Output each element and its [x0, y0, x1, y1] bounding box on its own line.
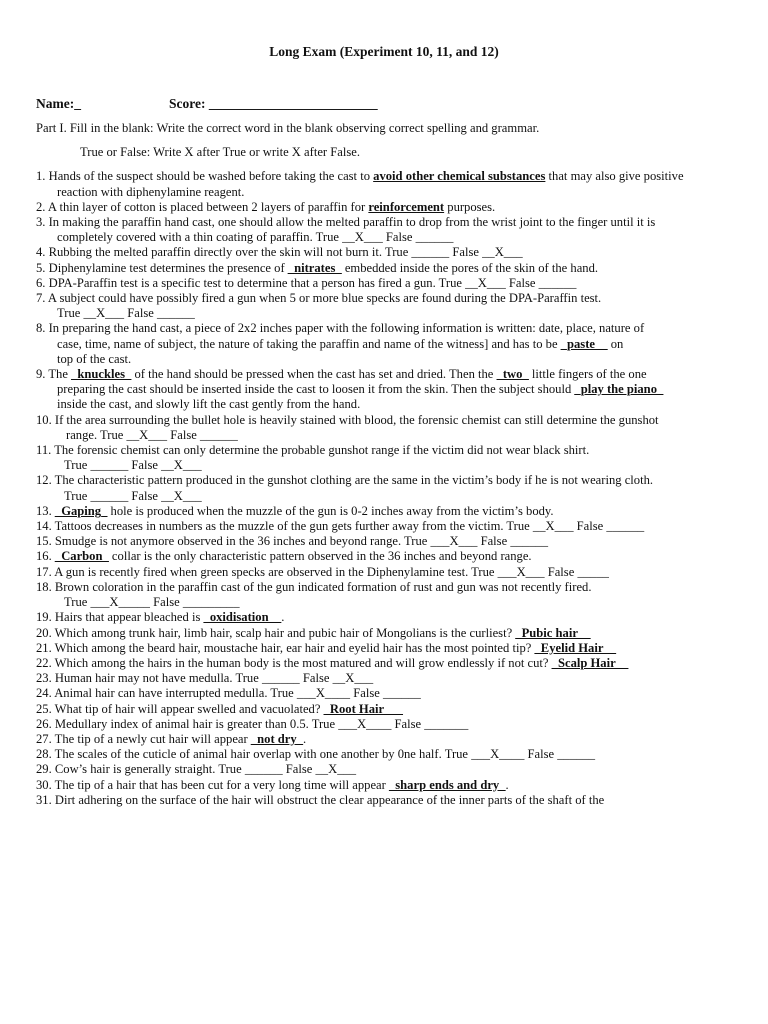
answer: __X___: [342, 230, 383, 245]
question-9-cont: preparing the cast should be inserted inside the cast to loosen it from the skin. Then the subject should _play the piano_: [57, 382, 664, 397]
question-12-cont: True ______ False __X___: [64, 488, 202, 503]
answer: __X___: [532, 519, 574, 534]
answer: _Eyelid Hair__: [534, 640, 617, 655]
question-11-cont: True ______ False __X___: [64, 458, 202, 473]
answer: _two_: [496, 367, 529, 382]
question-10-cont: range. True __X___ False ______: [66, 427, 238, 442]
question-3-cont: completely covered with a thin coating of paraffin. True __X___ False ______: [57, 230, 454, 245]
question-1: 1. Hands of the suspect should be washed before taking the cast to avoid other chemical substances that may also give positive: [36, 169, 684, 184]
question-14: 14. Tattoos decreases in numbers as the muzzle of the gun gets further away from the victim. True __X___ False ______: [36, 519, 645, 534]
answer: __X___: [161, 488, 202, 503]
question-25: 25. What tip of hair will appear swelled and vacuolated? _Root Hair___: [36, 701, 403, 716]
question-13: 13. _Gaping_ hole is produced when the muzzle of the gun is 0-2 inches away from the victim’s body.: [36, 503, 554, 518]
question-15: 15. Smudge is not anymore observed in the 36 inches and beyond range. True ___X___ False ______: [36, 534, 549, 549]
answer: _paste__: [560, 336, 608, 351]
answer: reinforcement: [368, 199, 445, 214]
answer: _oxidisation__: [203, 610, 282, 625]
page-title: Long Exam (Experiment 10, 11, and 12): [269, 44, 499, 59]
question-30: 30. The tip of a hair that has been cut for a very long time will appear _sharp ends and dry_.: [36, 777, 509, 792]
score-label: Score: [169, 96, 201, 111]
answer: _Gaping_: [54, 503, 108, 518]
question-16: 16. _Carbon_ collar is the only characteristic pattern observed in the 36 inches and beyond range.: [36, 549, 532, 564]
question-18-cont: True ___X_____ False _________: [64, 595, 240, 610]
question-6: 6. DPA-Paraffin test is a specific test to determine that a person has fired a gun. True __X___ False ______: [36, 275, 577, 290]
question-7: 7. A subject could have possibly fired a gun when 5 or more blue specks are found during the DPA-Paraffin test.: [36, 291, 602, 306]
question-7-cont: True __X___ False ______: [57, 306, 195, 321]
answer: _play the piano_: [574, 382, 664, 397]
answer: ___X___: [497, 564, 545, 579]
answer: ___X_____: [90, 595, 150, 610]
question-1-cont: reaction with diphenylamine reagent.: [57, 184, 245, 199]
answer: _sharp ends and dry_: [388, 777, 506, 792]
question-9: 9. The _knuckles_ of the hand should be pressed when the cast has set and dried. Then the _two_ little fingers of the one: [36, 367, 647, 382]
question-31: 31. Dirt adhering on the surface of the hair will obstruct the clear appearance of the inner parts of the shaft of the: [36, 792, 605, 807]
question-8-cont: case, time, name of subject, the nature of taking the paraffin and name of the witness] and has to be _paste__ on: [57, 336, 624, 351]
question-12: 12. The characteristic pattern produced in the gunshot clothing are the same in the victim’s body if he is not wearing cloth.: [36, 473, 654, 488]
question-2: 2. A thin layer of cotton is placed between 2 layers of paraffin for reinforcement purposes.: [36, 199, 496, 214]
answer: ___X____: [296, 686, 351, 701]
question-27: 27. The tip of a newly cut hair will appear _not dry_.: [36, 731, 307, 746]
question-26: 26. Medullary index of animal hair is greater than 0.5. True ___X____ False _______: [36, 716, 469, 731]
question-18: 18. Brown coloration in the paraffin cast of the gun indicated formation of rust and gun was not recently fired.: [36, 579, 592, 594]
name-label: Name: [36, 96, 70, 111]
answer: _Pubic hair__: [515, 625, 591, 640]
answer: __X___: [161, 458, 202, 473]
part1-instruction: Part I. Fill in the blank: Write the correct word in the blank observing correct spelling and grammar.: [36, 121, 540, 135]
answer: _Scalp Hair__: [551, 655, 629, 670]
question-24: 24. Animal hair can have interrupted medulla. True ___X____ False ______: [36, 686, 421, 701]
answer: _Root Hair___: [323, 701, 403, 716]
answer: __X___: [126, 427, 168, 442]
answer: ___X____: [471, 747, 525, 762]
question-19: 19. Hairs that appear bleached is _oxidisation__.: [36, 610, 285, 625]
answer: __X___: [315, 762, 357, 777]
exam-body: [36, 121, 734, 808]
answer: __X___: [465, 275, 506, 290]
question-10: 10. If the area surrounding the bullet hole is heavily stained with blood, the forensic chemist can still determine the gunshot: [36, 412, 659, 427]
answer: __X___: [83, 306, 125, 321]
answer: ___X___: [430, 534, 478, 549]
answer: _nitrates_: [287, 260, 342, 275]
question-22: 22. Which among the hairs in the human body is the most matured and will grow endlessly if not cut? _Scalp Hair__: [36, 655, 629, 670]
answer: _knuckles_: [71, 367, 132, 382]
answer: _Carbon_: [54, 549, 109, 564]
question-8-cont2: top of the cast.: [57, 351, 132, 366]
name-score-line: Name:_ Score: _________________________: [36, 96, 378, 111]
question-8: 8. In preparing the hand cast, a piece of 2x2 inches paper with the following information is written: date, place, nature of: [36, 321, 645, 336]
question-23: 23. Human hair may not have medulla. True ______ False __X___: [36, 671, 374, 686]
question-20: 20. Which among trunk hair, limb hair, scalp hair and pubic hair of Mongolians is the curliest? _Pubic hair__: [36, 625, 591, 640]
question-11: 11. The forensic chemist can only determine the probable gunshot range if the victim did not wear black shirt.: [36, 443, 590, 458]
answer: __X___: [482, 245, 523, 260]
answer: avoid other chemical substances: [373, 169, 546, 184]
true-false-instruction: True or False: Write X after True or write X after False.: [80, 145, 360, 160]
question-3: 3. In making the paraffin hand cast, one should allow the melted paraffin to drop from the wrist joint to the finger until it is: [36, 215, 656, 230]
question-9-cont2: inside the cast, and slowly lift the cast gently from the hand.: [57, 397, 361, 412]
question-17: 17. A gun is recently fired when green specks are observed in the Diphenylamine test. True ___X___ False _____: [36, 564, 609, 579]
question-29: 29. Cow’s hair is generally straight. True ______ False __X___: [36, 762, 357, 777]
answer: ___X____: [338, 716, 392, 731]
answer: __X___: [332, 671, 374, 686]
question-5: 5. Diphenylamine test determines the presence of _nitrates_ embedded inside the pores of the skin of the hand.: [36, 260, 599, 275]
question-21: 21. Which among the beard hair, moustache hair, ear hair and eyelid hair has the most pointed tip? _Eyelid Hair__: [36, 640, 617, 655]
answer: _not dry_: [250, 731, 303, 746]
question-28: 28. The scales of the cuticle of animal hair overlap with one another by 0ne half. True ___X____ False ______: [36, 747, 596, 762]
question-4: 4. Rubbing the melted paraffin directly over the skin will not burn it. True ______ False __X___: [36, 245, 523, 260]
